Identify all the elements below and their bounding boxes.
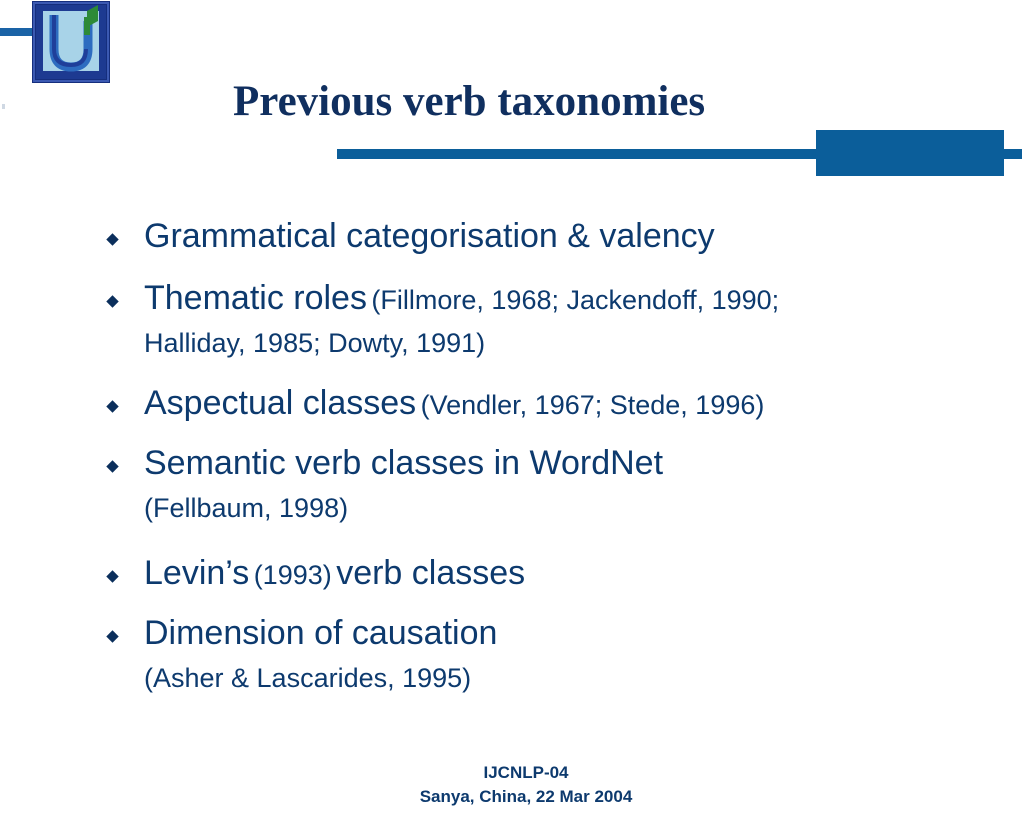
- bullet-line: [144, 216, 715, 263]
- diamond-bullet-icon: [106, 400, 118, 412]
- bullet-line: [144, 443, 663, 490]
- bullet-citation-continued: Halliday, 1985; Dowty, 1991): [144, 328, 486, 358]
- bullet-main-text: Semantic verb classes in WordNet: [144, 444, 664, 482]
- bullet-main-text: Aspectual classes: [144, 384, 417, 422]
- bullet-line: [144, 278, 779, 325]
- bullet-citation: (1993): [253, 560, 332, 590]
- bullet-line: [144, 383, 764, 430]
- bullet-line: [144, 613, 497, 660]
- slide-title: Previous verb taxonomies: [233, 78, 706, 125]
- bullet-citation-continued: (Fellbaum, 1998): [144, 493, 349, 523]
- bullet-citation: (Vendler, 1967; Stede, 1996): [420, 390, 765, 420]
- bullet-main-text: Thematic roles: [144, 279, 367, 317]
- bullet-main-text: Grammatical categorisation & valency: [144, 217, 715, 255]
- bullet-line: [144, 553, 525, 600]
- diamond-bullet-icon: [106, 460, 118, 472]
- slide-footer: [336, 761, 716, 809]
- footer-conference: IJCNLP-04: [483, 763, 569, 782]
- diamond-bullet-icon: [106, 295, 118, 307]
- bullet-line: [144, 661, 471, 700]
- diamond-bullet-icon: [106, 570, 118, 582]
- diamond-bullet-icon: [106, 233, 118, 245]
- bullet-line: [144, 326, 485, 365]
- bullet-main-text: Levin’s: [144, 554, 250, 592]
- footer-location-date: Sanya, China, 22 Mar 2004: [419, 787, 633, 806]
- bullet-main-text: Dimension of causation: [144, 614, 498, 652]
- bullet-main-text-after: verb classes: [336, 554, 526, 592]
- bullet-line: [144, 491, 348, 530]
- bullet-citation-continued: (Asher & Lascarides, 1995): [144, 663, 472, 693]
- diamond-bullet-icon: [106, 630, 118, 642]
- bullet-citation: (Fillmore, 1968; Jackendoff, 1990;: [371, 285, 780, 315]
